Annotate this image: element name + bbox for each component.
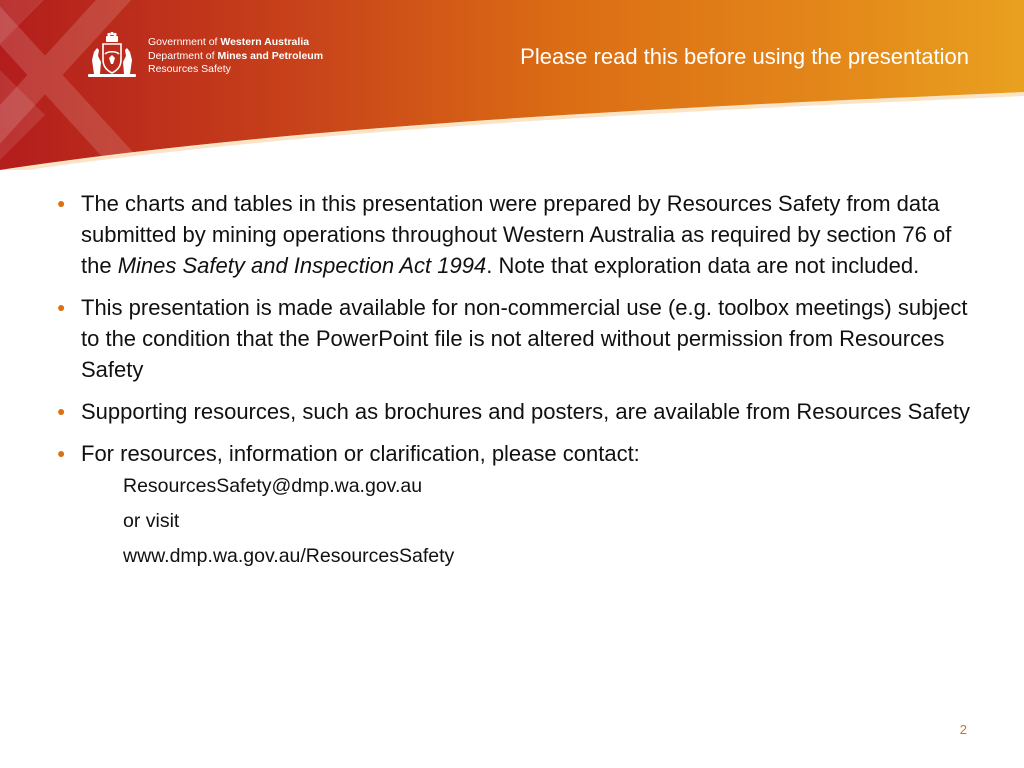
page-number: 2 [959,722,967,737]
bullet-list [56,188,976,574]
department-name [148,36,323,77]
bullet-item-usage-conditions: ● This presentation is made available for non-commercial use (e.g. toolbox meetings) subject to the condition that the PowerPoint file is not altered without permission from Resources Safety [56,292,976,385]
contact-or-visit: or visit [123,510,180,532]
wa-coat-of-arms-icon [84,30,140,80]
department-logo [84,30,344,82]
contact-website[interactable]: www.dmp.wa.gov.au/ResourcesSafety [123,545,455,567]
slide-title: Please read this before using the presentation [520,44,969,69]
bullet-item-contact: ● For resources, information or clarification, please contact: [56,438,976,469]
logo-line-department: Department of Mines and Petroleum [148,49,324,62]
header-banner [0,0,1024,170]
bullet-dot-icon: ● [57,403,66,419]
bullet-dot-icon: ● [57,445,66,461]
logo-line-government: Government of Western Australia [148,36,310,48]
contact-email[interactable]: ResourcesSafety@dmp.wa.gov.au [123,475,423,497]
bullet-item-supporting-resources: ● Supporting resources, such as brochures and posters, are available from Resources Safety [56,396,976,427]
bullet-item-data-source: ● The charts and tables in this presentation were prepared by Resources Safety from data submitted by mining operations throughout Western Australia as required by section 76 of the Mines Safety and Inspection Act 1994. Note that exploration data are not included. [56,188,976,281]
bullet-dot-icon: ● [57,299,66,315]
logo-line-division: Resources Safety [148,63,231,75]
bullet-dot-icon: ● [57,195,66,211]
act-title: Mines Safety and Inspection Act 1994 [117,253,487,278]
